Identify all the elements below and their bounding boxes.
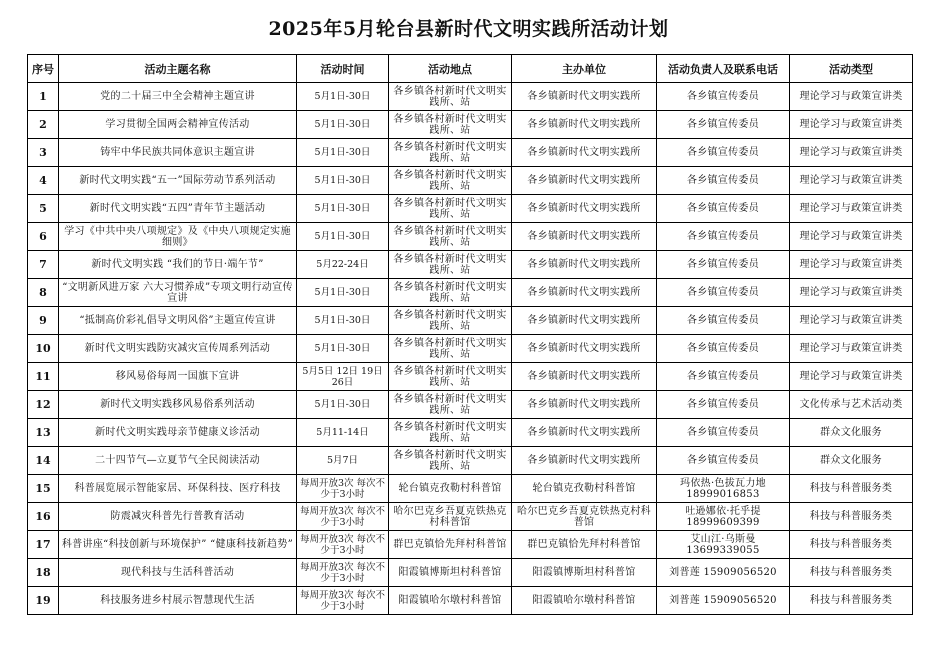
organizer-cell: 各乡镇新时代文明实践所 [512, 139, 657, 167]
activity-name-cell: 新时代文明实践母亲节健康义诊活动 [59, 419, 297, 447]
activity-type-cell: 理论学习与政策宣讲类 [790, 307, 913, 335]
row-number-cell: 7 [28, 251, 59, 279]
table-row [28, 167, 913, 195]
activity-type-cell: 文化传承与艺术活动类 [790, 391, 913, 419]
activity-type-cell: 科技与科普服务类 [790, 503, 913, 531]
activity-name-cell: 新时代文明实践“五一”国际劳动节系列活动 [59, 167, 297, 195]
contact-person-cell: 玛依热·色拔瓦力地 18999016853 [657, 475, 790, 503]
organizer-cell: 各乡镇新时代文明实践所 [512, 251, 657, 279]
table-row [28, 111, 913, 139]
activity-type-cell: 理论学习与政策宣讲类 [790, 223, 913, 251]
activity-name-cell: 新时代文明实践防灾减灾宣传周系列活动 [59, 335, 297, 363]
activity-location-cell: 各乡镇各村新时代文明实践所、站 [389, 139, 512, 167]
contact-person-cell: 艾山江·乌斯曼 13699339055 [657, 531, 790, 559]
activity-location-cell: 各乡镇各村新时代文明实践所、站 [389, 363, 512, 391]
organizer-cell: 各乡镇新时代文明实践所 [512, 307, 657, 335]
activity-location-cell: 各乡镇各村新时代文明实践所、站 [389, 223, 512, 251]
organizer-cell: 各乡镇新时代文明实践所 [512, 447, 657, 475]
table-row [28, 531, 913, 559]
activity-time-cell: 5月1日-30日 [297, 139, 389, 167]
row-number-cell: 2 [28, 111, 59, 139]
contact-person-cell: 各乡镇宣传委员 [657, 111, 790, 139]
row-number-cell: 3 [28, 139, 59, 167]
row-number-cell: 13 [28, 419, 59, 447]
row-number-cell: 4 [28, 167, 59, 195]
row-number-cell: 1 [28, 83, 59, 111]
activity-name-cell: “抵制高价彩礼倡导文明风俗”主题宣传宣讲 [59, 307, 297, 335]
activity-name-cell: 移风易俗每周一国旗下宣讲 [59, 363, 297, 391]
activity-time-cell: 每周开放3次 每次不少于3小时 [297, 475, 389, 503]
row-number-cell: 11 [28, 363, 59, 391]
row-number-cell: 16 [28, 503, 59, 531]
table-row [28, 475, 913, 503]
activity-location-cell: 各乡镇各村新时代文明实践所、站 [389, 307, 512, 335]
activity-location-cell: 各乡镇各村新时代文明实践所、站 [389, 251, 512, 279]
activity-time-cell: 5月7日 [297, 447, 389, 475]
contact-person-cell: 各乡镇宣传委员 [657, 223, 790, 251]
activity-location-cell: 各乡镇各村新时代文明实践所、站 [389, 167, 512, 195]
activity-name-cell: 党的二十届三中全会精神主题宣讲 [59, 83, 297, 111]
activity-plan-table [27, 54, 913, 615]
row-number-cell: 18 [28, 559, 59, 587]
organizer-cell: 各乡镇新时代文明实践所 [512, 279, 657, 307]
row-number-cell: 19 [28, 587, 59, 615]
header-time: 活动时间 [297, 55, 389, 83]
activity-time-cell: 5月1日-30日 [297, 83, 389, 111]
activity-name-cell: 新时代文明实践移风易俗系列活动 [59, 391, 297, 419]
table-row [28, 391, 913, 419]
activity-type-cell: 理论学习与政策宣讲类 [790, 167, 913, 195]
organizer-cell: 群巴克镇恰先拜村科普馆 [512, 531, 657, 559]
contact-person-cell: 各乡镇宣传委员 [657, 83, 790, 111]
activity-time-cell: 5月1日-30日 [297, 195, 389, 223]
activity-type-cell: 理论学习与政策宣讲类 [790, 251, 913, 279]
activity-location-cell: 各乡镇各村新时代文明实践所、站 [389, 279, 512, 307]
activity-name-cell: 学习《中共中央八项规定》及《中央八项规定实施细则》 [59, 223, 297, 251]
row-number-cell: 6 [28, 223, 59, 251]
activity-type-cell: 理论学习与政策宣讲类 [790, 111, 913, 139]
activity-type-cell: 科技与科普服务类 [790, 587, 913, 615]
table-row [28, 447, 913, 475]
activity-time-cell: 5月1日-30日 [297, 279, 389, 307]
table-row [28, 307, 913, 335]
activity-type-cell: 理论学习与政策宣讲类 [790, 195, 913, 223]
page-title: 2025年5月轮台县新时代文明实践所活动计划 [268, 18, 669, 40]
contact-person-cell: 各乡镇宣传委员 [657, 139, 790, 167]
contact-person-cell: 各乡镇宣传委员 [657, 279, 790, 307]
activity-location-cell: 群巴克镇恰先拜村科普馆 [389, 531, 512, 559]
activity-time-cell: 每周开放3次 每次不少于3小时 [297, 503, 389, 531]
activity-time-cell: 5月11-14日 [297, 419, 389, 447]
contact-person-cell: 各乡镇宣传委员 [657, 419, 790, 447]
contact-person-cell: 各乡镇宣传委员 [657, 195, 790, 223]
activity-time-cell: 每周开放3次 每次不少于3小时 [297, 587, 389, 615]
activity-location-cell: 轮台镇克孜勒村科普馆 [389, 475, 512, 503]
activity-name-cell: 科普讲座“科技创新与环境保护” “健康科技新趋势” [59, 531, 297, 559]
activity-location-cell: 各乡镇各村新时代文明实践所、站 [389, 391, 512, 419]
table-row [28, 223, 913, 251]
table-row [28, 503, 913, 531]
activity-location-cell: 各乡镇各村新时代文明实践所、站 [389, 195, 512, 223]
activity-time-cell: 5月22-24日 [297, 251, 389, 279]
activity-name-cell: 防震减灾科普先行普教育活动 [59, 503, 297, 531]
organizer-cell: 各乡镇新时代文明实践所 [512, 391, 657, 419]
organizer-cell: 各乡镇新时代文明实践所 [512, 223, 657, 251]
contact-person-cell: 各乡镇宣传委员 [657, 335, 790, 363]
header-type: 活动类型 [790, 55, 913, 83]
table-row [28, 83, 913, 111]
activity-time-cell: 5月1日-30日 [297, 223, 389, 251]
activity-location-cell: 各乡镇各村新时代文明实践所、站 [389, 419, 512, 447]
organizer-cell: 各乡镇新时代文明实践所 [512, 83, 657, 111]
table-row [28, 363, 913, 391]
organizer-cell: 各乡镇新时代文明实践所 [512, 195, 657, 223]
activity-time-cell: 5月5日 12日 19日 26日 [297, 363, 389, 391]
activity-time-cell: 5月1日-30日 [297, 391, 389, 419]
activity-name-cell: 科普展览展示智能家居、环保科技、医疗科技 [59, 475, 297, 503]
activity-name-cell: 学习贯彻全国两会精神宣传活动 [59, 111, 297, 139]
activity-type-cell: 科技与科普服务类 [790, 475, 913, 503]
activity-type-cell: 理论学习与政策宣讲类 [790, 279, 913, 307]
activity-time-cell: 5月1日-30日 [297, 307, 389, 335]
activity-time-cell: 5月1日-30日 [297, 335, 389, 363]
row-number-cell: 17 [28, 531, 59, 559]
activity-type-cell: 理论学习与政策宣讲类 [790, 139, 913, 167]
organizer-cell: 各乡镇新时代文明实践所 [512, 167, 657, 195]
organizer-cell: 阳霞镇哈尔墩村科普馆 [512, 587, 657, 615]
header-no: 序号 [28, 55, 59, 83]
header-organizer: 主办单位 [512, 55, 657, 83]
organizer-cell: 各乡镇新时代文明实践所 [512, 419, 657, 447]
contact-person-cell: 各乡镇宣传委员 [657, 363, 790, 391]
activity-location-cell: 各乡镇各村新时代文明实践所、站 [389, 447, 512, 475]
activity-location-cell: 各乡镇各村新时代文明实践所、站 [389, 335, 512, 363]
row-number-cell: 8 [28, 279, 59, 307]
activity-name-cell: 现代科技与生活科普活动 [59, 559, 297, 587]
table-row [28, 335, 913, 363]
row-number-cell: 14 [28, 447, 59, 475]
organizer-cell: 各乡镇新时代文明实践所 [512, 335, 657, 363]
activity-name-cell: “文明新风进万家 六大习惯养成”专项文明行动宣传宣讲 [59, 279, 297, 307]
row-number-cell: 15 [28, 475, 59, 503]
contact-person-cell: 各乡镇宣传委员 [657, 307, 790, 335]
activity-type-cell: 理论学习与政策宣讲类 [790, 335, 913, 363]
activity-type-cell: 科技与科普服务类 [790, 531, 913, 559]
activity-location-cell: 各乡镇各村新时代文明实践所、站 [389, 83, 512, 111]
table-body [28, 83, 913, 615]
table-row [28, 139, 913, 167]
header-location: 活动地点 [389, 55, 512, 83]
activity-type-cell: 群众文化服务 [790, 447, 913, 475]
row-number-cell: 12 [28, 391, 59, 419]
table-row [28, 559, 913, 587]
organizer-cell: 哈尔巴克乡吾夏克铁热克村科普馆 [512, 503, 657, 531]
contact-person-cell: 各乡镇宣传委员 [657, 251, 790, 279]
row-number-cell: 10 [28, 335, 59, 363]
contact-person-cell: 各乡镇宣传委员 [657, 391, 790, 419]
contact-person-cell: 吐逊娜依·托乎提 18999609399 [657, 503, 790, 531]
table-row [28, 279, 913, 307]
activity-name-cell: 科技服务进乡村展示智慧现代生活 [59, 587, 297, 615]
organizer-cell: 各乡镇新时代文明实践所 [512, 111, 657, 139]
row-number-cell: 5 [28, 195, 59, 223]
table-row [28, 587, 913, 615]
activity-type-cell: 科技与科普服务类 [790, 559, 913, 587]
activity-type-cell: 群众文化服务 [790, 419, 913, 447]
organizer-cell: 各乡镇新时代文明实践所 [512, 363, 657, 391]
header-contact: 活动负责人及联系电话 [657, 55, 790, 83]
activity-location-cell: 哈尔巴克乡吾夏克铁热克村科普馆 [389, 503, 512, 531]
contact-person-cell: 刘普莲 15909056520 [657, 559, 790, 587]
activity-location-cell: 阳霞镇博斯坦村科普馆 [389, 559, 512, 587]
activity-name-cell: 二十四节气—立夏节气全民阅读活动 [59, 447, 297, 475]
table-header-row [28, 55, 913, 83]
activity-time-cell: 5月1日-30日 [297, 111, 389, 139]
organizer-cell: 轮台镇克孜勒村科普馆 [512, 475, 657, 503]
activity-type-cell: 理论学习与政策宣讲类 [790, 83, 913, 111]
contact-person-cell: 各乡镇宣传委员 [657, 447, 790, 475]
header-activity-name: 活动主题名称 [59, 55, 297, 83]
organizer-cell: 阳霞镇博斯坦村科普馆 [512, 559, 657, 587]
activity-time-cell: 5月1日-30日 [297, 167, 389, 195]
row-number-cell: 9 [28, 307, 59, 335]
activity-location-cell: 各乡镇各村新时代文明实践所、站 [389, 111, 512, 139]
table-row [28, 195, 913, 223]
contact-person-cell: 各乡镇宣传委员 [657, 167, 790, 195]
activity-location-cell: 阳霞镇哈尔墩村科普馆 [389, 587, 512, 615]
activity-time-cell: 每周开放3次 每次不少于3小时 [297, 559, 389, 587]
activity-name-cell: 新时代文明实践 “我们的节日·端午节” [59, 251, 297, 279]
activity-name-cell: 铸牢中华民族共同体意识主题宣讲 [59, 139, 297, 167]
table-row [28, 251, 913, 279]
contact-person-cell: 刘普莲 15909056520 [657, 587, 790, 615]
activity-name-cell: 新时代文明实践“五四”青年节主题活动 [59, 195, 297, 223]
table-row [28, 419, 913, 447]
activity-time-cell: 每周开放3次 每次不少于3小时 [297, 531, 389, 559]
activity-type-cell: 理论学习与政策宣讲类 [790, 363, 913, 391]
